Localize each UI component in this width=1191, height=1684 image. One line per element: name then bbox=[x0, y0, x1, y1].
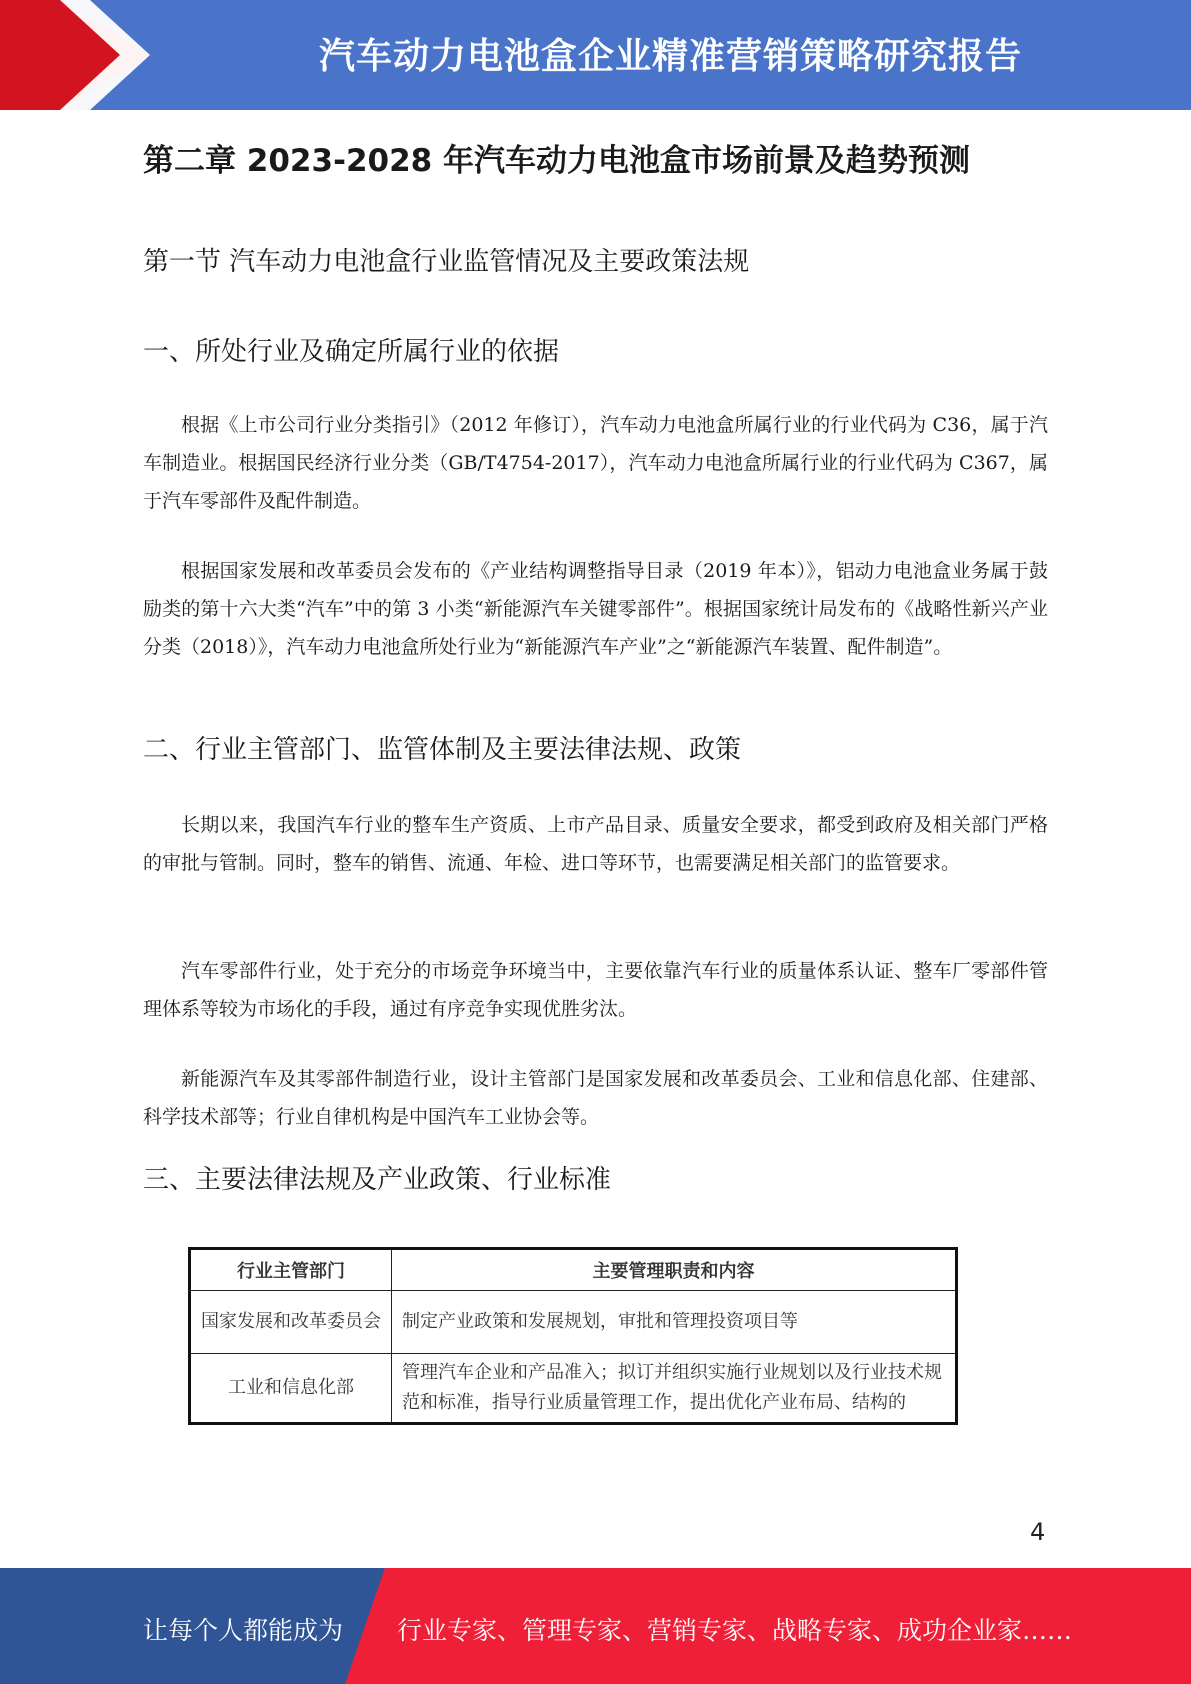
sub1-heading: 一、所处行业及确定所属行业的依据 bbox=[143, 337, 560, 367]
report-title: 汽车动力电池盒企业精准营销策略研究报告 bbox=[318, 36, 1022, 77]
table-cell-dept: 国家发展和改革委员会 bbox=[190, 1291, 392, 1354]
sub3-heading: 三、主要法律法规及产业政策、行业标准 bbox=[143, 1165, 612, 1195]
sub1-paragraph-2: 根据国家发展和改革委员会发布的《产业结构调整指导目录（2019 年本）》，铝动力电池盒业务属于鼓励类的第十六大类“汽车”中的第 3 小类“新能源汽车关键零部件”。根据国家统计局发布的《战略性新兴产业分类（2018）》，汽车动力电池盒所处行业为“新能源汽车产业”之“新能源汽车装置、配件制造”。 bbox=[143, 560, 1048, 658]
sub2-heading: 二、行业主管部门、监管体制及主要法律法规、政策 bbox=[143, 735, 742, 765]
table-row bbox=[190, 1291, 957, 1354]
table-cell-duty: 制定产业政策和发展规划，审批和管理投资项目等 bbox=[392, 1291, 957, 1354]
chapter-title: 第二章 2023-2028 年汽车动力电池盒市场前景及趋势预测 bbox=[143, 143, 971, 179]
sub2-paragraph-1: 长期以来，我国汽车行业的整车生产资质、上市产品目录、质量安全要求，都受到政府及相关部门严格的审批与管制。同时，整车的销售、流通、年检、进口等环节，也需要满足相关部门的监管要求。 bbox=[143, 814, 1048, 874]
table-cell-dept: 工业和信息化部 bbox=[190, 1354, 392, 1424]
regulators-table-wrap bbox=[188, 1247, 958, 1425]
table-cell-duty: 管理汽车企业和产品准入；拟订并组织实施行业规划以及行业技术规范和标准，指导行业质量管理工作，提出优化产业布局、结构的 bbox=[392, 1354, 957, 1424]
footer-slogan-left: 让每个人都能成为 bbox=[143, 1616, 344, 1645]
page-footer bbox=[0, 1568, 1191, 1684]
sub1-paragraph-1: 根据《上市公司行业分类指引》（2012 年修订），汽车动力电池盒所属行业的行业代码为 C36，属于汽车制造业。根据国民经济行业分类（GB/T4754-2017），汽车动力电池盒所属行业的行业代码为 C367，属于汽车零部件及配件制造。 bbox=[143, 414, 1048, 512]
table-row bbox=[190, 1354, 957, 1424]
page-header bbox=[0, 0, 1191, 110]
sub2-paragraph-2: 汽车零部件行业，处于充分的市场竞争环境当中，主要依靠汽车行业的质量体系认证、整车厂零部件管理体系等较为市场化的手段，通过有序竞争实现优胜劣汰。 bbox=[143, 960, 1048, 1020]
footer-slogan-right: 行业专家、管理专家、营销专家、战略专家、成功企业家…… bbox=[397, 1616, 1073, 1645]
sub2-paragraph-3: 新能源汽车及其零部件制造行业，设计主管部门是国家发展和改革委员会、工业和信息化部、住建部、科学技术部等；行业自律机构是中国汽车工业协会等。 bbox=[143, 1068, 1048, 1128]
section-title: 第一节 汽车动力电池盒行业监管情况及主要政策法规 bbox=[143, 247, 750, 277]
table-header-row bbox=[190, 1249, 957, 1291]
table-header-duty: 主要管理职责和内容 bbox=[392, 1249, 957, 1291]
regulators-table bbox=[188, 1247, 958, 1425]
table-header-dept: 行业主管部门 bbox=[190, 1249, 392, 1291]
page-number: 4 bbox=[1030, 1518, 1046, 1546]
